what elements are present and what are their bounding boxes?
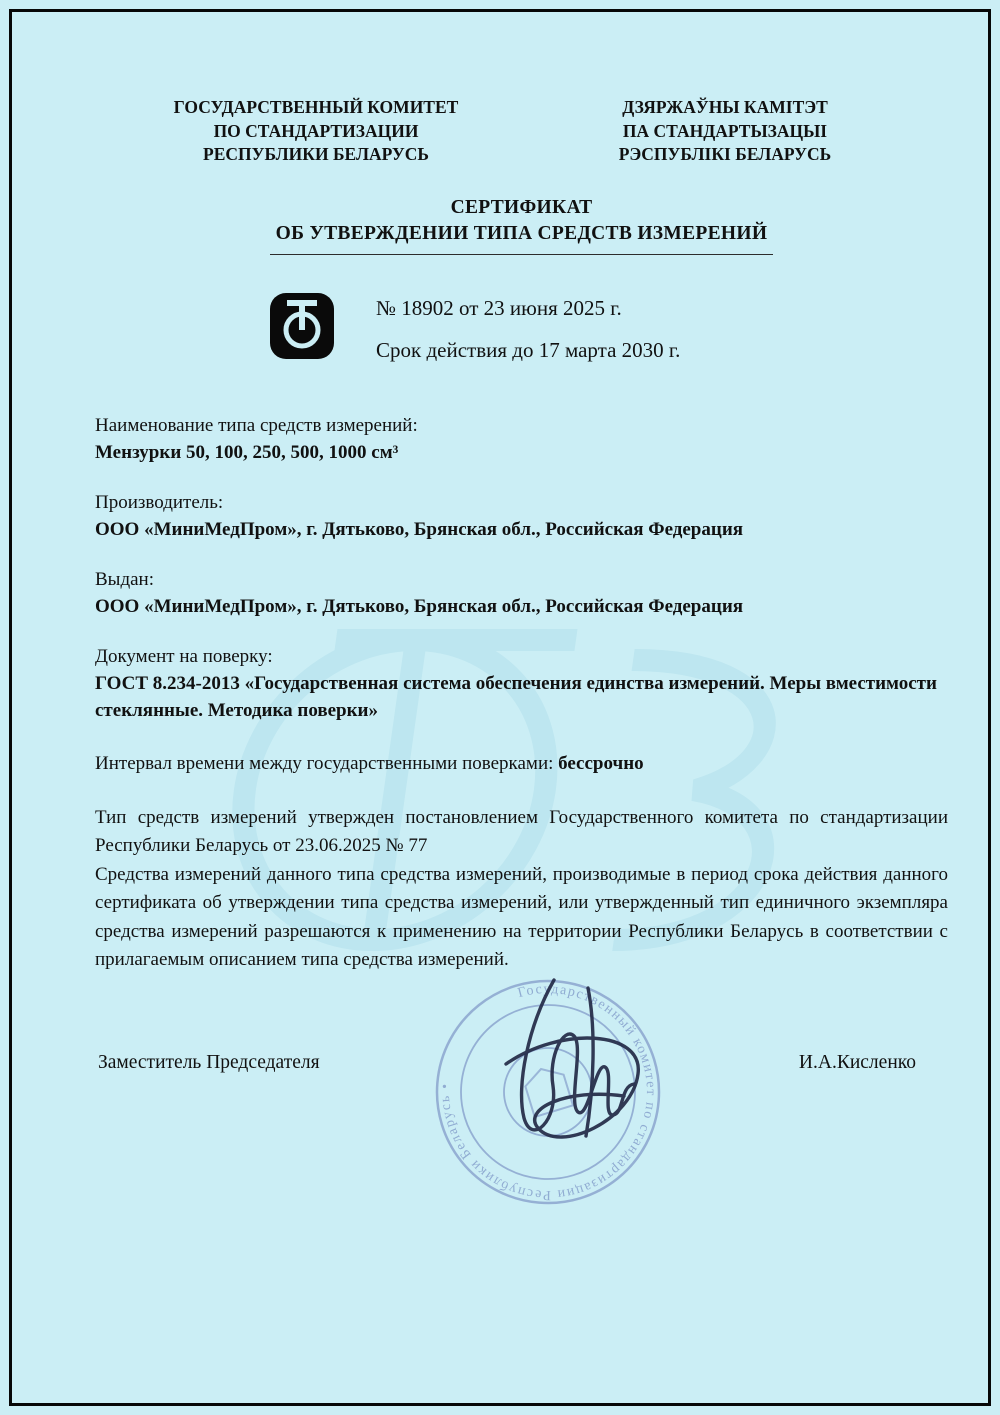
- field-verification-doc: [95, 644, 948, 725]
- document-title: [95, 197, 948, 255]
- signatory-position: Заместитель Председателя: [98, 1051, 320, 1073]
- field-issued-to-value: ООО «МиниМедПром», г. Дятьково, Брянская обл., Российская Федерация: [95, 595, 744, 617]
- field-manufacturer-value: ООО «МиниМедПром», г. Дятьково, Брянская обл., Российская Федерация: [95, 518, 744, 540]
- signatory-name: И.А.Кисленко: [798, 1051, 916, 1073]
- header: [95, 96, 948, 167]
- body-paragraphs: [95, 804, 948, 975]
- field-verification-interval: [95, 751, 948, 778]
- certificate-meta-lines: [376, 291, 680, 363]
- paragraph-approval: Тип средств измерений утвержден постановлением Государственного комитета по стандартизации Республики Беларусь от 23.06.2025 № 77: [95, 806, 948, 857]
- gosstandart-logo-icon: [268, 291, 336, 361]
- field-manufacturer-label: Производитель:: [95, 491, 224, 513]
- stamp-ring-text: Государственный комитет по стандартизации Республики Беларусь •: [437, 981, 658, 1203]
- header-left-column: [151, 96, 481, 167]
- document-title-line2: ОБ УТВЕРЖДЕНИИ ТИПА СРЕДСТВ ИЗМЕРЕНИЙ: [270, 223, 774, 255]
- header-left-line: РЕСПУБЛИКИ БЕЛАРУСЬ: [203, 144, 429, 165]
- field-issued-to-label: Выдан:: [95, 568, 154, 590]
- certificate-validity: Срок действия до 17 марта 2030 г.: [376, 337, 681, 362]
- certificate-meta: [268, 291, 948, 363]
- header-left-line: ПО СТАНДАРТИЗАЦИИ: [213, 120, 419, 141]
- field-verification-interval-value: бессрочно: [558, 752, 644, 774]
- header-right-line: ПА СТАНДАРТЫЗАЦЫІ: [622, 120, 828, 141]
- signature-row: [95, 1049, 948, 1077]
- header-right-line: РЭСПУБЛІКІ БЕЛАРУСЬ: [618, 144, 832, 165]
- header-left-line: ГОСУДАРСТВЕННЫЙ КОМИТЕТ: [173, 97, 459, 117]
- field-type-name: [95, 413, 948, 467]
- field-type-name-label: Наименование типа средств измерений:: [95, 414, 418, 436]
- field-manufacturer: [95, 490, 948, 544]
- header-right-line: ДЗЯРЖАЎНЫ КАМІТЭТ: [622, 97, 828, 117]
- certificate-number: № 18902 от 23 июня 2025 г.: [376, 295, 622, 320]
- paragraph-terms: Средства измерений данного типа средства измерений, производимые в период срока действия данного сертификата об утверждении типа средства измерений, или утвержденный тип единичного экземпляра средства измерений разрешаются к применению на территории Республики Беларусь в соответствии с прилагаемым описанием типа средства измерений.: [95, 863, 948, 971]
- field-verification-interval-label: Интервал времени между государственными поверками:: [95, 752, 559, 774]
- field-verification-doc-label: Документ на поверку:: [95, 645, 273, 667]
- header-right-column: [585, 96, 865, 167]
- field-type-name-value: Мензурки 50, 100, 250, 500, 1000 см³: [95, 441, 399, 463]
- fields: [95, 413, 948, 1076]
- field-issued-to: [95, 567, 948, 621]
- field-verification-doc-value: ГОСТ 8.234-2013 «Государственная система обеспечения единства измерений. Меры вместимости стеклянные. Методика поверки»: [95, 672, 937, 721]
- document-title-line1: СЕРТИФИКАТ: [450, 196, 593, 218]
